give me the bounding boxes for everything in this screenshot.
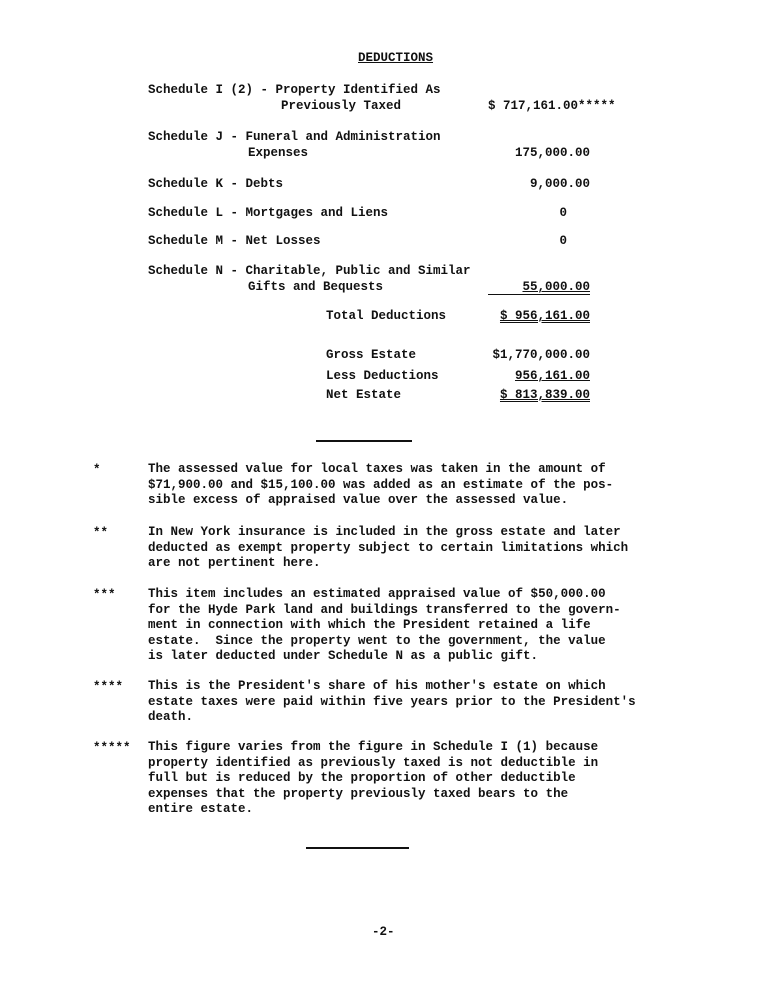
schedule-j-amount: 175,000.00 bbox=[514, 146, 590, 160]
footnote-line: death. bbox=[148, 710, 194, 724]
footnote-line: property identified as previously taxed is not deductible in bbox=[148, 755, 599, 770]
footnote-line: estate taxes were paid within five years prior to the President's bbox=[148, 694, 636, 709]
footnote-4 bbox=[148, 679, 668, 726]
subtotal-rule bbox=[488, 294, 590, 295]
footnote-5-mark: ***** bbox=[93, 741, 131, 755]
net-estate-label: Net Estate bbox=[326, 388, 402, 402]
schedule-j-label: Schedule J - Funeral and Administration bbox=[148, 130, 441, 144]
footnote-line: ment in connection with which the President retained a life bbox=[148, 618, 591, 632]
page-number: -2- bbox=[372, 925, 395, 939]
footnote-line: full but is reduced by the proportion of other deductible bbox=[148, 771, 576, 785]
footnote-line: This item includes an estimated appraised value of $50,000.00 bbox=[148, 587, 606, 601]
schedule-n-amount: 55,000.00 bbox=[522, 280, 590, 294]
footnote-line: deducted as exempt property subject to certain limitations which bbox=[148, 540, 629, 555]
footnote-2 bbox=[148, 525, 668, 572]
footnote-line: The assessed value for local taxes was taken in the amount of bbox=[148, 462, 606, 476]
footnote-5 bbox=[148, 740, 668, 818]
section-divider bbox=[316, 440, 412, 442]
schedule-k-label: Schedule K - Debts bbox=[148, 177, 284, 191]
less-deductions-label: Less Deductions bbox=[326, 369, 439, 383]
footnote-3-mark: *** bbox=[93, 588, 116, 602]
footnote-line: for the Hyde Park land and buildings transferred to the govern- bbox=[148, 602, 621, 617]
schedule-l-amount: 0 bbox=[559, 206, 567, 220]
schedule-m-label: Schedule M - Net Losses bbox=[148, 234, 321, 248]
footnote-line: This is the President's share of his mother's estate on which bbox=[148, 679, 606, 693]
page-title: DEDUCTIONS bbox=[358, 51, 434, 65]
footnote-line: expenses that the property previously taxed bears to the bbox=[148, 786, 569, 801]
footnote-1-mark: * bbox=[93, 463, 101, 477]
schedule-k-amount: 9,000.00 bbox=[529, 177, 590, 191]
closing-divider bbox=[306, 847, 409, 849]
footnote-line: are not pertinent here. bbox=[148, 556, 321, 570]
net-estate-amount: $ 813,839.00 bbox=[499, 388, 590, 402]
footnote-2-mark: ** bbox=[93, 526, 109, 540]
footnote-4-mark: **** bbox=[93, 680, 124, 694]
schedule-i-label-cont: Previously Taxed bbox=[281, 99, 402, 113]
gross-estate-amount: $1,770,000.00 bbox=[492, 348, 590, 362]
footnote-line: entire estate. bbox=[148, 802, 254, 816]
footnote-line: In New York insurance is included in the gross estate and later bbox=[148, 525, 621, 539]
less-deductions-amount: 956,161.00 bbox=[514, 369, 590, 383]
footnote-1 bbox=[148, 462, 668, 509]
schedule-i-amount: $ 717,161.00***** bbox=[488, 99, 616, 113]
footnote-line: sible excess of appraised value over the assessed value. bbox=[148, 493, 569, 507]
footnote-line: is later deducted under Schedule N as a public gift. bbox=[148, 649, 539, 663]
footnote-3 bbox=[148, 587, 668, 665]
schedule-i-label: Schedule I (2) - Property Identified As bbox=[148, 83, 441, 97]
footnote-line: This figure varies from the figure in Schedule I (1) because bbox=[148, 740, 599, 754]
total-deductions-label: Total Deductions bbox=[326, 309, 447, 323]
gross-estate-label: Gross Estate bbox=[326, 348, 417, 362]
schedule-n-label: Schedule N - Charitable, Public and Similar bbox=[148, 264, 471, 278]
schedule-m-amount: 0 bbox=[559, 234, 567, 248]
schedule-n-label-cont: Gifts and Bequests bbox=[248, 280, 384, 294]
schedule-j-label-cont: Expenses bbox=[248, 146, 309, 160]
schedule-l-label: Schedule L - Mortgages and Liens bbox=[148, 206, 389, 220]
total-deductions-amount: $ 956,161.00 bbox=[499, 309, 590, 323]
footnote-line: $71,900.00 and $15,100.00 was added as an estimate of the pos- bbox=[148, 477, 614, 492]
footnote-line: estate. Since the property went to the government, the value bbox=[148, 633, 606, 648]
